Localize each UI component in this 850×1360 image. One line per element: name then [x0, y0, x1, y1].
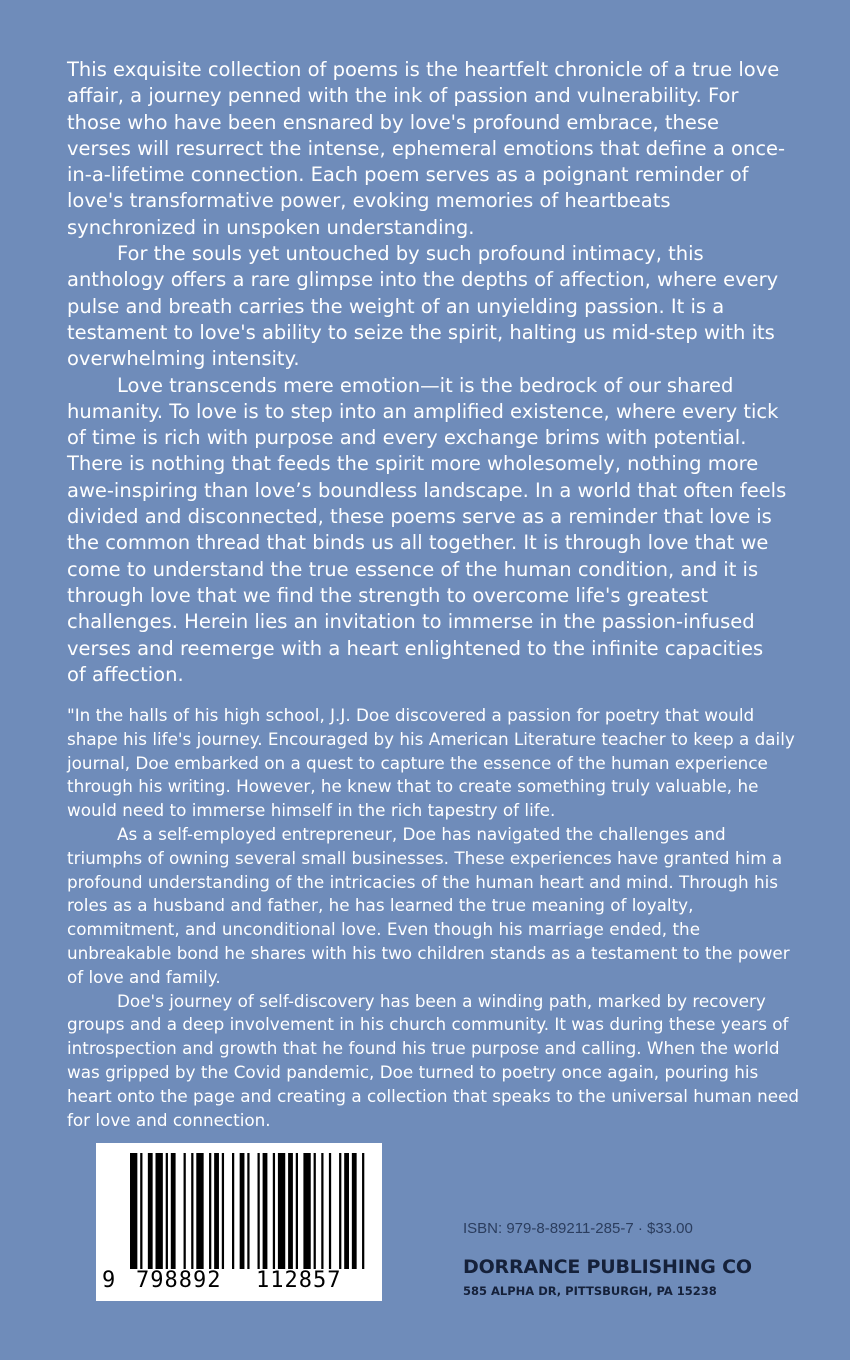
- barcode-bar: [288, 1153, 293, 1269]
- barcode-bar: [222, 1153, 224, 1269]
- barcode-bar: [303, 1153, 310, 1269]
- back-cover-blurb: [67, 57, 787, 688]
- barcode-bar: [240, 1153, 245, 1269]
- barcode-digit-lead: 9: [102, 1268, 117, 1293]
- barcode-bar: [184, 1153, 186, 1269]
- barcode-bar: [329, 1153, 331, 1269]
- publisher-name: DORRANCE PUBLISHING CO: [463, 1256, 752, 1278]
- barcode-bar: [278, 1153, 285, 1269]
- barcode-bar: [140, 1153, 142, 1269]
- isbn-price: ISBN: 979-8-89211-285-7 · $33.00: [463, 1220, 693, 1237]
- barcode-bar: [352, 1153, 357, 1269]
- barcode-bar: [214, 1153, 219, 1269]
- barcode-bar: [166, 1153, 168, 1269]
- barcode-bar: [130, 1153, 137, 1269]
- bio-paragraph: Doe's journey of self-discovery has been a winding path, marked by recovery groups and a deep involvement in his church community. It was during these years of introspection and growth that he found his true purpose and calling. When the world was gripped by the Covid pandemic, Doe turned to poetry once again, pouring his heart onto the page and creating a collection that speaks to the universal human need for love and connection.: [67, 990, 800, 1130]
- barcode-bar: [247, 1153, 249, 1269]
- barcode-bar: [209, 1153, 211, 1269]
- barcode-bar: [196, 1153, 203, 1269]
- blurb-paragraph: For the souls yet untouched by such profound intimacy, this anthology offers a rare glimpse into the depths of affection, where every pulse and breath carries the weight of an unyielding passion. It is a testament to love's ability to seize the spirit, halting us mid-step with its overwhelming intensity.: [67, 242, 779, 371]
- isbn-barcode: [96, 1143, 382, 1301]
- barcode-bar: [273, 1153, 275, 1269]
- barcode-bar: [263, 1153, 268, 1269]
- barcode-bar: [339, 1153, 341, 1269]
- barcode-digits-left: 798892: [136, 1268, 222, 1293]
- barcode-bar: [296, 1153, 298, 1269]
- blurb-paragraph: Love transcends mere emotion—it is the bedrock of our shared humanity. To love is to step into an amplified existence, where every tick of time is rich with purpose and every exchange brims with potential. There is nothing that feeds the spirit more wholesomely, nothing more awe-inspiring than love’s boundless landscape. In a world that often feels divided and disconnected, these poems serve as a reminder that love is the common thread that binds us all together. It is through love that we come to understand the true essence of the human condition, and it is through love that we find the strength to overcome life's greatest challenges. Herein lies an invitation to immerse in the passion-infused verses and reemerge with a heart enlightened to the infinite capacities of affection.: [67, 373, 787, 686]
- bio-paragraph: As a self-employed entrepreneur, Doe has navigated the challenges and triumphs of owning several small businesses. These experiences have granted him a profound understanding of the intricacies of the human heart and mind. Through his roles as a husband and father, he has learned the true meaning of loyalty, commitment, and unconditional love. Even though his marriage ended, the unbreakable bond he shares with his two children stands as a testament to the power of love and family.: [67, 823, 790, 987]
- author-bio: [67, 704, 802, 1132]
- barcode-bar: [232, 1153, 234, 1269]
- barcode-bar: [321, 1153, 323, 1269]
- barcode-bar: [314, 1153, 316, 1269]
- blurb-paragraph: This exquisite collection of poems is the heartfelt chronicle of a true love affair, a journey penned with the ink of passion and vulnerability. For those who have been ensnared by love's profound embrace, these verses will resurrect the intense, ephemeral emotions that define a once-in-a-lifetime connection. Each poem serves as a poignant reminder of love's transformative power, evoking memories of heartbeats synchronized in unspoken understanding.: [67, 58, 786, 239]
- barcode-bar: [344, 1153, 349, 1269]
- barcode-bar: [148, 1153, 153, 1269]
- barcode-digits-right: 112857: [256, 1268, 342, 1293]
- barcode-bar: [362, 1153, 364, 1269]
- barcode-bar: [191, 1153, 193, 1269]
- publisher-address: 585 ALPHA DR, PITTSBURGH, PA 15238: [463, 1284, 717, 1298]
- barcode-bar: [156, 1153, 163, 1269]
- bio-paragraph: "In the halls of his high school, J.J. Doe discovered a passion for poetry that would shape his life's journey. Encouraged by his American Literature teacher to keep a daily journal, Doe embarked on a quest to capture the essence of the human experience through his writing. However, he knew that to create something truly valuable, he would need to immerse himself in the rich tapestry of life.: [67, 705, 795, 821]
- barcode-bar: [258, 1153, 260, 1269]
- barcode-bar: [171, 1153, 176, 1269]
